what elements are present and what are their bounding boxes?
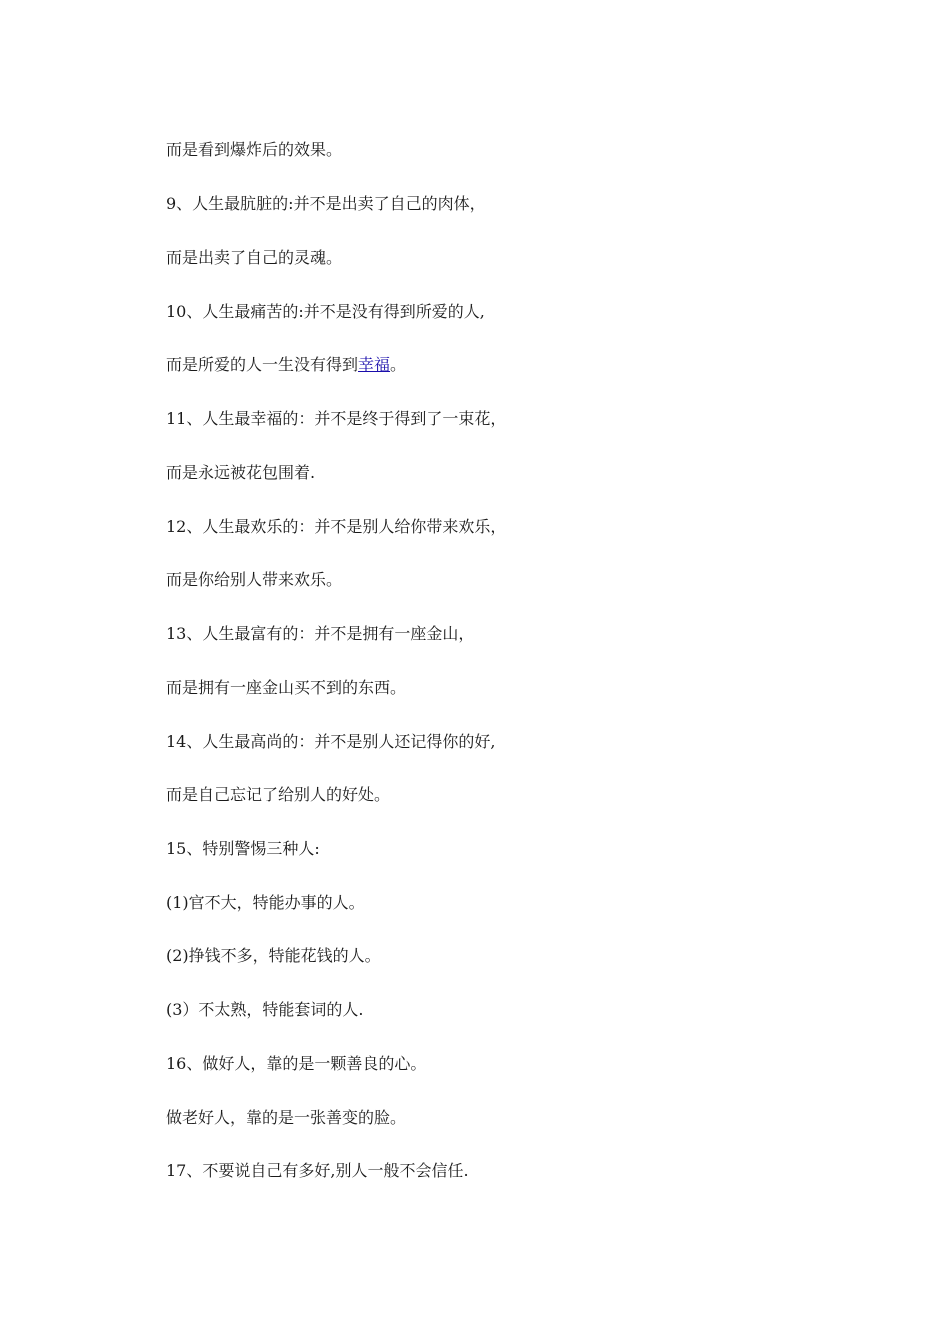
text-segment: 而是所爱的人一生没有得到 <box>166 355 359 374</box>
text-line: (2)挣钱不多，特能花钱的人。 <box>166 946 381 965</box>
text-line: 而是拥有一座金山买不到的东西。 <box>166 678 407 697</box>
text-line: 17、不要说自己有多好,别人一般不会信任. <box>166 1161 469 1180</box>
text-line: 15、特别警惕三种人: <box>166 839 320 858</box>
text-line: 而是永远被花包围着. <box>166 463 316 482</box>
text-segment: 。 <box>390 355 407 374</box>
text-line: 而是出卖了自己的灵魂。 <box>166 248 343 267</box>
text-line: 10、人生最痛苦的:并不是没有得到所爱的人, <box>166 302 485 321</box>
text-line: (3）不太熟，特能套词的人. <box>166 1000 364 1019</box>
text-line: 9、人生最肮脏的:并不是出卖了自己的肉体， <box>166 194 486 213</box>
text-line: (1)官不大，特能办事的人。 <box>166 893 365 912</box>
text-line-with-link <box>166 355 406 375</box>
text-line: 12、人生最欢乐的：并不是别人给你带来欢乐， <box>166 517 507 536</box>
text-line: 做老好人，靠的是一张善变的脸。 <box>166 1108 407 1127</box>
text-line: 13、人生最富有的：并不是拥有一座金山， <box>166 624 475 643</box>
text-line: 11、人生最幸福的：并不是终于得到了一束花， <box>166 409 507 428</box>
text-line: 14、人生最高尚的：并不是别人还记得你的好, <box>166 732 496 751</box>
text-line: 而是看到爆炸后的效果。 <box>166 140 343 159</box>
happiness-link[interactable]: 幸福 <box>358 355 391 374</box>
text-line: 而是自己忘记了给别人的好处。 <box>166 785 391 804</box>
text-line: 而是你给别人带来欢乐。 <box>166 570 343 589</box>
text-line: 16、做好人，靠的是一颗善良的心。 <box>166 1054 427 1073</box>
